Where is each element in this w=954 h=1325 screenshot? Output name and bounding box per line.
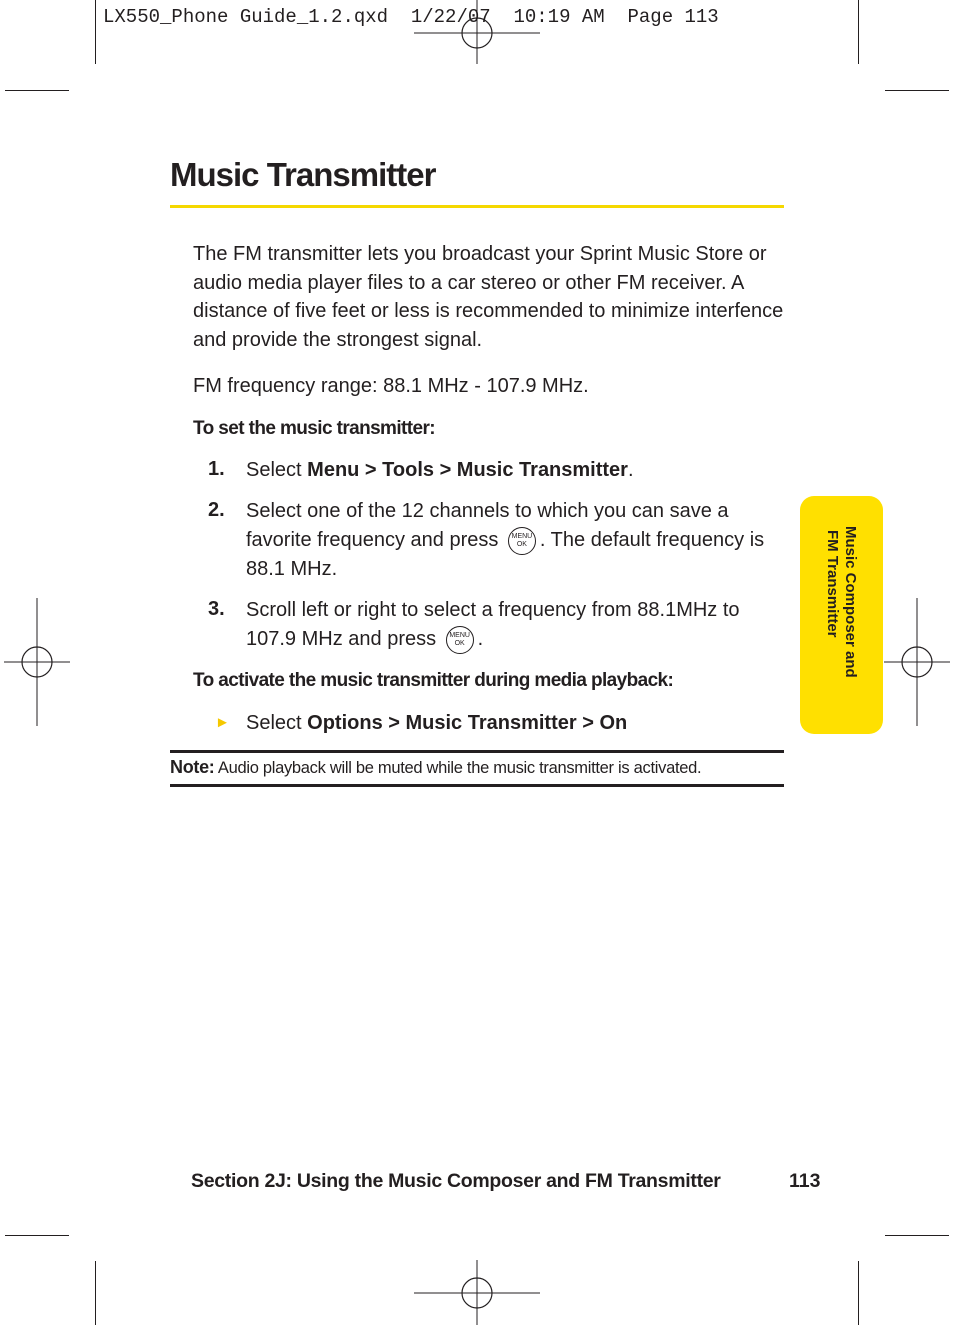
step-text-post: . xyxy=(627,459,634,481)
step-number: 3. xyxy=(208,598,225,620)
activate-transmitter-heading: To activate the music transmitter during media playback: xyxy=(193,670,674,691)
frequency-range-text: FM frequency range: 88.1 MHz - 107.9 MHz. xyxy=(193,375,589,397)
note-text: Audio playback will be muted while the music transmitter is activated. xyxy=(214,759,702,777)
intro-paragraph: The FM transmitter lets you broadcast your Sprint Music Store or audio media player files to a car stereo or other FM receiver. A distance of five feet or less is recommended to minimize interfence and provide the strongest signal. xyxy=(193,243,784,351)
step-text xyxy=(246,596,786,654)
bullet-arrow-icon: ► xyxy=(215,714,230,731)
note-rule-top xyxy=(170,750,784,753)
set-transmitter-heading: To set the music transmitter: xyxy=(193,418,435,439)
tab-label-line1: Music Composer and xyxy=(842,526,860,678)
menu-ok-key-icon: MENU OK xyxy=(508,527,536,555)
step-number: 2. xyxy=(208,499,225,521)
crop-mark xyxy=(5,1235,69,1236)
page-title: Music Transmitter xyxy=(170,156,436,193)
tab-label-line2: FM Transmitter xyxy=(824,530,842,638)
registration-mark-icon xyxy=(884,598,950,726)
crop-mark xyxy=(885,1235,949,1236)
crop-mark xyxy=(95,0,96,64)
menu-path: Menu > Tools > Music Transmitter xyxy=(307,459,628,481)
menu-path: Options > Music Transmitter > On xyxy=(307,712,628,734)
crop-mark xyxy=(858,1261,859,1325)
note-rule-bottom xyxy=(170,784,784,787)
menu-ok-key-icon: MENU OK xyxy=(446,626,474,654)
step-text-post: . The default frequency is 88.1 MHz. xyxy=(246,529,765,580)
registration-mark-icon xyxy=(4,598,70,726)
title-underline xyxy=(170,205,784,208)
page-number: 113 xyxy=(789,1170,821,1192)
crop-mark xyxy=(885,90,949,91)
step-text-pre: Select one of the 12 channels to which you can save a favorite frequency and press xyxy=(246,500,729,551)
step-text xyxy=(246,497,786,584)
step-number: 1. xyxy=(208,458,225,480)
section-tab xyxy=(800,496,883,734)
print-slug: LX550_Phone Guide_1.2.qxd 1/22/07 10:19 AM Page 113 xyxy=(103,6,719,28)
crop-mark xyxy=(858,0,859,64)
step-text-pre: Select xyxy=(246,712,308,734)
note-label: Note: xyxy=(170,757,215,777)
footer-section-title: Section 2J: Using the Music Composer and FM Transmitter xyxy=(191,1170,721,1192)
step-text xyxy=(246,456,786,485)
crop-mark xyxy=(5,90,69,91)
note xyxy=(170,757,701,778)
crop-mark xyxy=(95,1261,96,1325)
step-text-post: . xyxy=(477,628,484,650)
registration-mark-icon xyxy=(412,1260,542,1325)
step-text-pre: Scroll left or right to select a frequency from 88.1MHz to 107.9 MHz and press xyxy=(246,599,740,650)
activate-instruction xyxy=(246,709,786,738)
step-text-pre: Select xyxy=(246,459,308,481)
registration-mark-icon xyxy=(412,0,542,65)
